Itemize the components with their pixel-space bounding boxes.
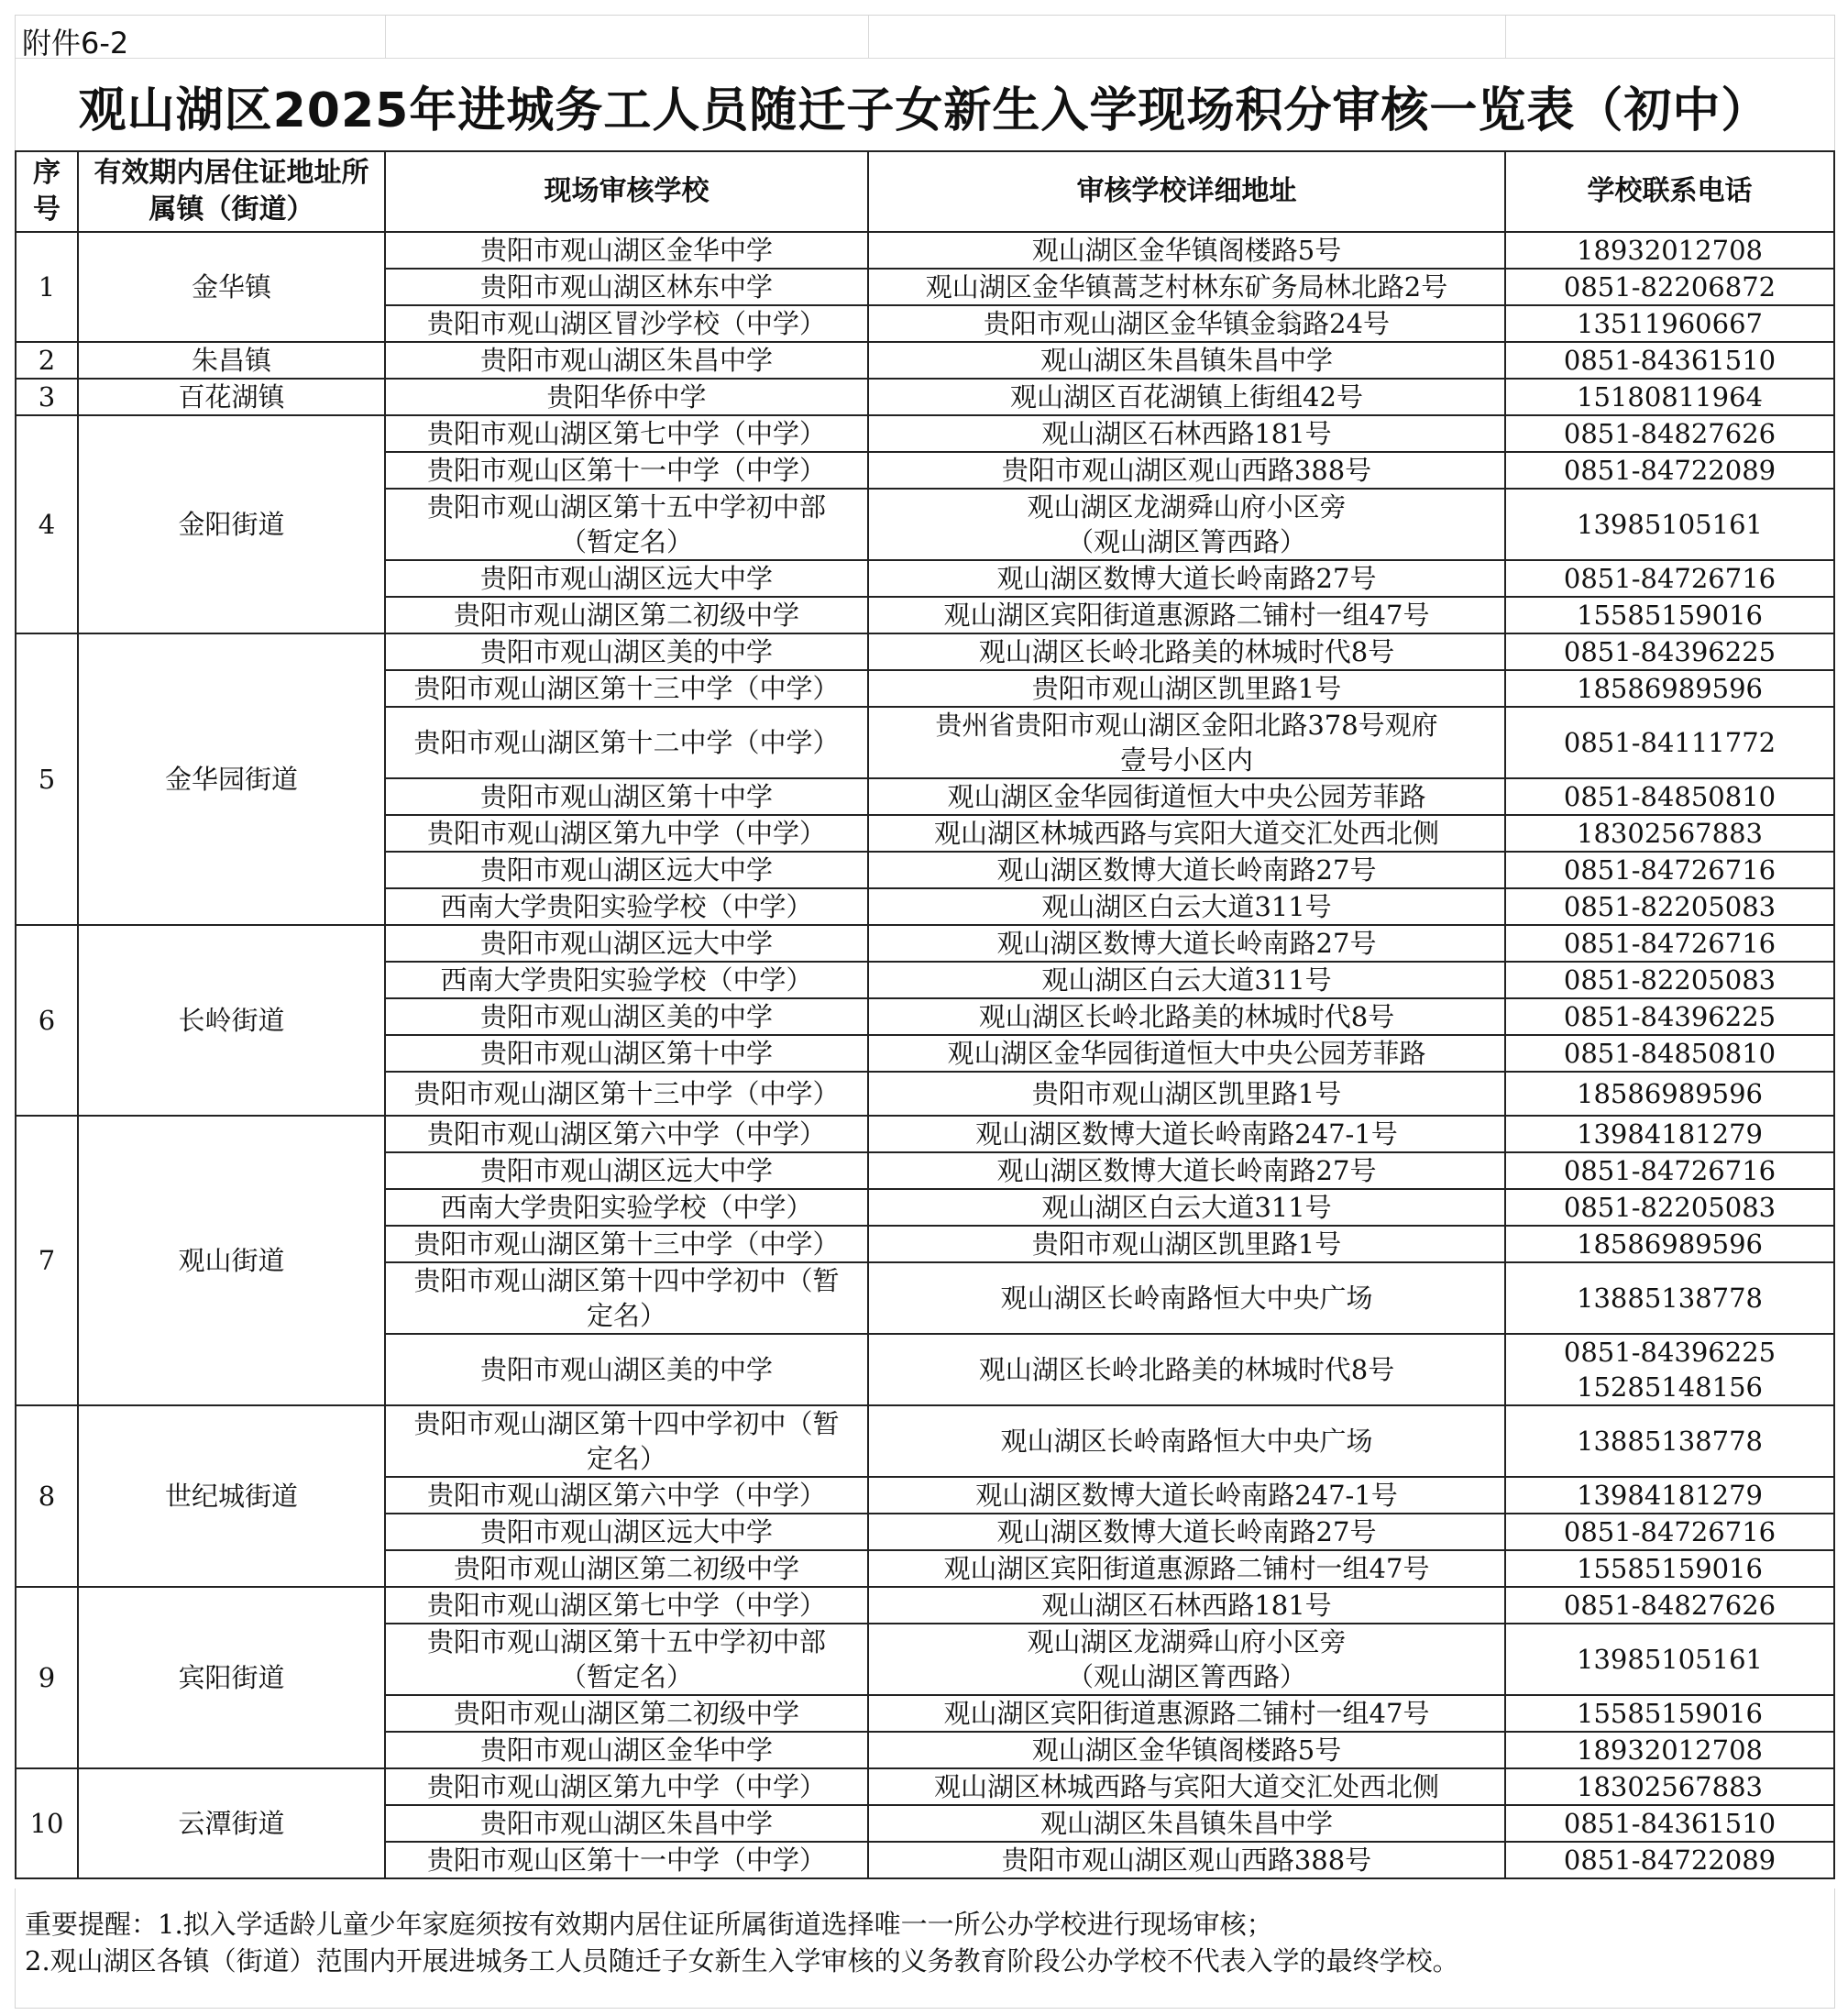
address-cell: 观山湖区长岭南路恒大中央广场 [868,1405,1505,1477]
phone-cell: 0851-84850810 [1505,1035,1834,1072]
table-row [16,1587,1834,1624]
phone-cell: 15585159016 [1505,1695,1834,1732]
phone-cell: 0851-84827626 [1505,1587,1834,1624]
address-cell: 观山湖区长岭北路美的林城时代8号 [868,998,1505,1035]
school-cell: 贵阳市观山湖区第二初级中学 [385,1550,868,1587]
school-cell: 西南大学贵阳实验学校（中学） [385,888,868,925]
page-title: 观山湖区2025年进城务工人员随迁子女新生入学现场积分审核一览表（初中） [78,83,1770,138]
header-seq: 序号 [16,151,78,232]
phone-cell: 15585159016 [1505,597,1834,633]
review-table [15,150,1835,1879]
school-cell: 贵阳市观山湖区第二初级中学 [385,1695,868,1732]
grid-line [1505,16,1506,58]
address-cell: 观山湖区数博大道长岭南路27号 [868,560,1505,597]
attachment-label: 附件6-2 [22,26,129,61]
school-cell: 贵阳市观山湖区第六中学（中学） [385,1477,868,1514]
address-cell: 观山湖区林城西路与宾阳大道交汇处西北侧 [868,1768,1505,1805]
address-cell: 观山湖区数博大道长岭南路247-1号 [868,1477,1505,1514]
school-cell: 贵阳市观山湖区金华中学 [385,1732,868,1768]
grid-line [868,16,869,58]
district-cell: 云潭街道 [78,1768,385,1878]
district-cell: 世纪城街道 [78,1405,385,1587]
school-cell: 西南大学贵阳实验学校（中学） [385,1189,868,1226]
address-cell: 观山湖区数博大道长岭南路27号 [868,1152,1505,1189]
table-body [16,232,1834,1878]
school-cell: 贵阳市观山湖区林东中学 [385,269,868,305]
address-cell: 贵阳市观山湖区凯里路1号 [868,670,1505,707]
phone-cell: 0851-84850810 [1505,778,1834,815]
seq-cell: 5 [16,633,78,925]
district-cell: 宾阳街道 [78,1587,385,1768]
school-cell: 贵阳市观山湖区第九中学（中学） [385,1768,868,1805]
phone-cell: 0851-84726716 [1505,1514,1834,1550]
school-cell: 贵阳市观山湖区朱昌中学 [385,1805,868,1842]
district-cell: 金华镇 [78,232,385,342]
address-cell: 观山湖区宾阳街道惠源路二铺村一组47号 [868,1550,1505,1587]
school-cell: 贵阳市观山湖区第十三中学（中学） [385,1072,868,1116]
phone-cell: 0851-82205083 [1505,962,1834,998]
phone-cell: 0851-84827626 [1505,415,1834,452]
address-cell: 观山湖区金华镇阁楼路5号 [868,1732,1505,1768]
address-cell: 贵阳市观山湖区凯里路1号 [868,1226,1505,1262]
note-line-2: 2.观山湖区各镇（街道）范围内开展进城务工人员随迁子女新生入学审核的义务教育阶段公办学校不代表入学的最终学校。 [25,1945,1459,1976]
grid-line [385,16,386,58]
school-cell: 贵阳市观山湖区冒沙学校（中学） [385,305,868,342]
phone-cell: 13985105161 [1505,1624,1834,1695]
school-cell: 贵阳市观山区第十一中学（中学） [385,1842,868,1878]
school-cell: 贵阳市观山湖区第十三中学（中学） [385,670,868,707]
district-cell: 金阳街道 [78,415,385,633]
address-cell: 观山湖区白云大道311号 [868,888,1505,925]
address-cell: 观山湖区石林西路181号 [868,415,1505,452]
note-line-1: 重要提醒：1.拟入学适龄儿童少年家庭须按有效期内居住证所属街道选择唯一一所公办学校进行现场审核； [25,1909,1273,1940]
school-cell: 贵阳市观山湖区美的中学 [385,1334,868,1405]
school-cell: 贵阳市观山湖区美的中学 [385,998,868,1035]
district-cell: 长岭街道 [78,925,385,1116]
district-cell: 朱昌镇 [78,342,385,379]
address-cell: 观山湖区数博大道长岭南路247-1号 [868,1116,1505,1152]
school-cell: 贵阳市观山湖区第十二中学（中学） [385,707,868,778]
seq-cell: 7 [16,1116,78,1405]
school-cell: 贵阳市观山湖区第十中学 [385,778,868,815]
table-row [16,1405,1834,1477]
phone-cell: 0851-84726716 [1505,852,1834,888]
phone-cell: 18302567883 [1505,1768,1834,1805]
table-row [16,633,1834,670]
school-cell: 贵阳市观山湖区第九中学（中学） [385,815,868,852]
school-cell: 贵阳市观山湖区第六中学（中学） [385,1116,868,1152]
phone-cell: 0851-82205083 [1505,888,1834,925]
address-cell: 贵州省贵阳市观山湖区金阳北路378号观府 壹号小区内 [868,707,1505,778]
school-cell: 贵阳市观山湖区远大中学 [385,925,868,962]
phone-cell: 0851-84726716 [1505,1152,1834,1189]
header-address: 审核学校详细地址 [868,151,1505,232]
phone-cell: 15585159016 [1505,1550,1834,1587]
phone-cell: 0851-84726716 [1505,560,1834,597]
school-cell: 贵阳市观山湖区第十四中学初中（暂 定名） [385,1262,868,1334]
address-cell: 贵阳市观山湖区观山西路388号 [868,1842,1505,1878]
school-cell: 贵阳市观山湖区远大中学 [385,852,868,888]
school-cell: 贵阳市观山湖区第十五中学初中部 （暂定名） [385,489,868,560]
school-cell: 贵阳市观山湖区美的中学 [385,633,868,670]
address-cell: 观山湖区百花湖镇上街组42号 [868,379,1505,415]
phone-cell: 0851-84396225 [1505,998,1834,1035]
table-row [16,925,1834,962]
seq-cell: 9 [16,1587,78,1768]
phone-cell: 13984181279 [1505,1477,1834,1514]
phone-cell: 0851-84726716 [1505,925,1834,962]
address-cell: 贵阳市观山湖区金华镇金翁路24号 [868,305,1505,342]
address-cell: 观山湖区数博大道长岭南路27号 [868,925,1505,962]
phone-cell: 13985105161 [1505,489,1834,560]
address-cell: 观山湖区金华园街道恒大中央公园芳菲路 [868,1035,1505,1072]
seq-cell: 10 [16,1768,78,1878]
phone-cell: 13885138778 [1505,1405,1834,1477]
phone-cell: 13511960667 [1505,305,1834,342]
phone-cell: 0851-84111772 [1505,707,1834,778]
school-cell: 贵阳市观山湖区第十三中学（中学） [385,1226,868,1262]
address-cell: 观山湖区长岭北路美的林城时代8号 [868,633,1505,670]
address-cell: 观山湖区长岭南路恒大中央广场 [868,1262,1505,1334]
table-row [16,415,1834,452]
address-cell: 观山湖区石林西路181号 [868,1587,1505,1624]
address-cell: 观山湖区龙湖舜山府小区旁 （观山湖区箐西路） [868,1624,1505,1695]
school-cell: 西南大学贵阳实验学校（中学） [385,962,868,998]
school-cell: 贵阳市观山湖区第七中学（中学） [385,1587,868,1624]
address-cell: 观山湖区金华镇阁楼路5号 [868,232,1505,269]
phone-cell: 18932012708 [1505,232,1834,269]
school-cell: 贵阳市观山湖区金华中学 [385,232,868,269]
seq-cell: 4 [16,415,78,633]
seq-cell: 6 [16,925,78,1116]
phone-cell: 18302567883 [1505,815,1834,852]
phone-cell: 0851-84396225 15285148156 [1505,1334,1834,1405]
phone-cell: 0851-84361510 [1505,1805,1834,1842]
address-cell: 观山湖区长岭北路美的林城时代8号 [868,1334,1505,1405]
address-cell: 观山湖区朱昌镇朱昌中学 [868,1805,1505,1842]
school-cell: 贵阳华侨中学 [385,379,868,415]
district-cell: 金华园街道 [78,633,385,925]
address-cell: 观山湖区宾阳街道惠源路二铺村一组47号 [868,1695,1505,1732]
school-cell: 贵阳市观山湖区远大中学 [385,560,868,597]
phone-cell: 18932012708 [1505,1732,1834,1768]
table-row [16,232,1834,269]
address-cell: 观山湖区林城西路与宾阳大道交汇处西北侧 [868,815,1505,852]
phone-cell: 18586989596 [1505,670,1834,707]
address-cell: 观山湖区数博大道长岭南路27号 [868,1514,1505,1550]
school-cell: 贵阳市观山湖区朱昌中学 [385,342,868,379]
header-phone: 学校联系电话 [1505,151,1834,232]
address-cell: 观山湖区朱昌镇朱昌中学 [868,342,1505,379]
address-cell: 贵阳市观山湖区观山西路388号 [868,452,1505,489]
address-cell: 观山湖区宾阳街道惠源路二铺村一组47号 [868,597,1505,633]
phone-cell: 13885138778 [1505,1262,1834,1334]
grid-line [16,58,1834,59]
address-cell: 观山湖区白云大道311号 [868,1189,1505,1226]
header-district: 有效期内居住证地址所属镇（街道） [78,151,385,232]
address-cell: 观山湖区龙湖舜山府小区旁 （观山湖区箐西路） [868,489,1505,560]
table-header-row [16,151,1834,232]
phone-cell: 0851-84361510 [1505,342,1834,379]
table-row [16,379,1834,415]
address-cell: 观山湖区金华园街道恒大中央公园芳菲路 [868,778,1505,815]
district-cell: 观山街道 [78,1116,385,1405]
school-cell: 贵阳市观山湖区第二初级中学 [385,597,868,633]
school-cell: 贵阳市观山湖区远大中学 [385,1514,868,1550]
address-cell: 贵阳市观山湖区凯里路1号 [868,1072,1505,1116]
phone-cell: 0851-84722089 [1505,452,1834,489]
seq-cell: 8 [16,1405,78,1587]
seq-cell: 2 [16,342,78,379]
school-cell: 贵阳市观山湖区第十五中学初中部 （暂定名） [385,1624,868,1695]
phone-cell: 18586989596 [1505,1072,1834,1116]
table-row [16,342,1834,379]
phone-cell: 0851-84722089 [1505,1842,1834,1878]
phone-cell: 15180811964 [1505,379,1834,415]
phone-cell: 0851-82205083 [1505,1189,1834,1226]
district-cell: 百花湖镇 [78,379,385,415]
seq-cell: 1 [16,232,78,342]
school-cell: 贵阳市观山湖区第十中学 [385,1035,868,1072]
address-cell: 观山湖区白云大道311号 [868,962,1505,998]
address-cell: 观山湖区金华镇蒿芝村林东矿务局林北路2号 [868,269,1505,305]
table-row [16,1768,1834,1805]
notes-area [15,1888,1835,2009]
phone-cell: 0851-84396225 [1505,633,1834,670]
school-cell: 贵阳市观山湖区第十四中学初中（暂 定名） [385,1405,868,1477]
table-row [16,1116,1834,1152]
school-cell: 贵阳市观山湖区远大中学 [385,1152,868,1189]
phone-cell: 18586989596 [1505,1226,1834,1262]
address-cell: 观山湖区数博大道长岭南路27号 [868,852,1505,888]
phone-cell: 13984181279 [1505,1116,1834,1152]
seq-cell: 3 [16,379,78,415]
school-cell: 贵阳市观山区第十一中学（中学） [385,452,868,489]
header-school: 现场审核学校 [385,151,868,232]
school-cell: 贵阳市观山湖区第七中学（中学） [385,415,868,452]
phone-cell: 0851-82206872 [1505,269,1834,305]
